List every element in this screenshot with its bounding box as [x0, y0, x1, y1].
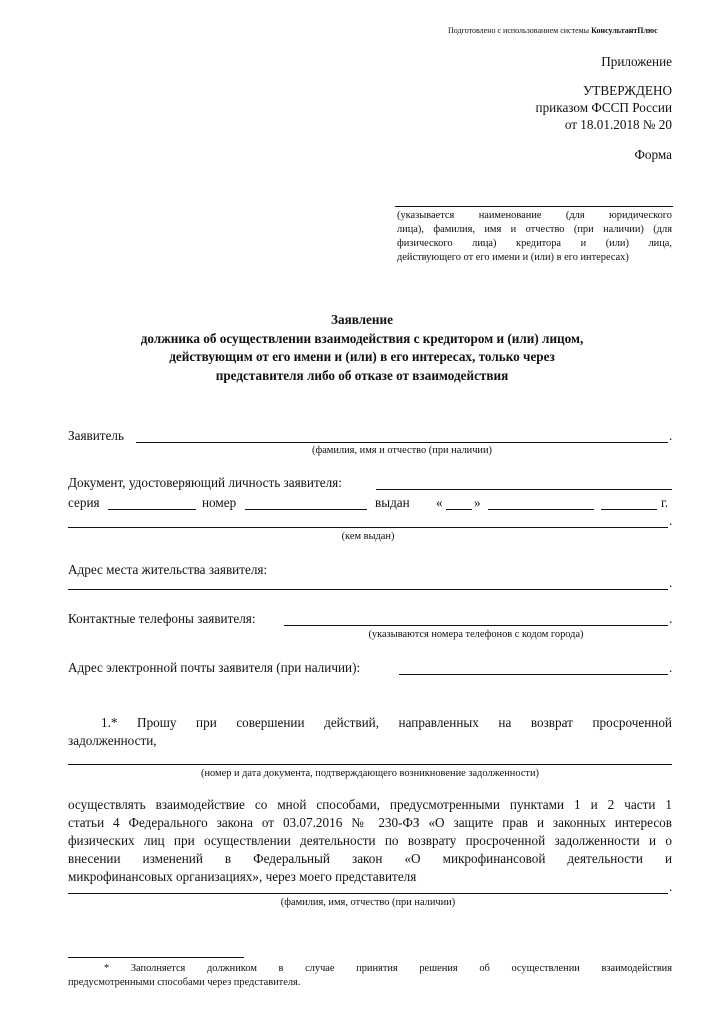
- title-line3: действующим от его имени и (или) в его интересах, только через: [169, 349, 555, 364]
- debt-doc-field[interactable]: [68, 764, 672, 765]
- email-field[interactable]: [399, 674, 668, 675]
- email-period: .: [669, 660, 673, 675]
- issue-month-field[interactable]: [488, 509, 594, 510]
- issue-day-field[interactable]: [446, 509, 472, 510]
- issued-label: выдан: [375, 495, 410, 510]
- prepared-note: [448, 26, 658, 36]
- year-suffix: г.: [661, 495, 669, 510]
- series-label: серия: [68, 495, 100, 510]
- prepared-brand: КонсультантПлюс: [591, 26, 658, 35]
- approved-label: УТВЕРЖДЕНО: [582, 83, 672, 98]
- phones-period: .: [669, 611, 673, 626]
- phones-hint: (указываются номера телефонов с кодом города): [368, 629, 584, 640]
- footnote-line1: * Заполняется должником в случае принятия решения об осуществлении взаимодействия: [104, 963, 672, 974]
- quote-close: »: [474, 495, 481, 510]
- applicant-label: Заявитель: [68, 428, 125, 443]
- debt-doc-hint: (номер и дата документа, подтверждающего возникновение задолженности): [200, 768, 539, 779]
- creditor-hint-line1: (указывается наименование (для юридического: [397, 210, 672, 221]
- quote-open: «: [436, 495, 443, 510]
- para2-line5: микрофинансовых организациях», через моего представителя: [68, 869, 417, 884]
- para2-line3: физических лиц при осуществлении деятельности по возврату просроченной задолженности и о: [68, 833, 672, 848]
- series-field[interactable]: [108, 509, 196, 510]
- footnote-line2: предусмотренными способами через представителя.: [68, 977, 301, 988]
- issued-by-field[interactable]: [68, 527, 668, 528]
- prepared-prefix: Подготовлено с использованием системы: [448, 26, 592, 35]
- representative-hint: (фамилия, имя, отчество (при наличии): [280, 897, 456, 908]
- applicant-period: .: [669, 428, 673, 443]
- applicant-hint: (фамилия, имя и отчество (при наличии): [312, 445, 492, 456]
- appendix-label: Приложение: [601, 54, 672, 69]
- para2-line2: статьи 4 Федерального закона от 03.07.2016 № 230-ФЗ «О защите прав и законных интересов: [68, 815, 672, 830]
- issued-by-period: .: [669, 513, 673, 528]
- form-label: Форма: [634, 147, 672, 162]
- address-label: Адрес места жительства заявителя:: [68, 562, 268, 577]
- title-line2: должника об осуществлении взаимодействия с кредитором и (или) лицом,: [140, 330, 584, 346]
- representative-period: .: [669, 879, 673, 894]
- para1-line1: 1.* Прошу при совершении действий, направленных на возврат просроченной: [101, 715, 672, 730]
- creditor-hint-line2: лица), фамилия, имя и отчество (при наличии) (для: [397, 224, 672, 235]
- issued-by-hint: (кем выдан): [341, 531, 395, 542]
- para1-line2: задолженности,: [68, 733, 157, 748]
- issue-year-field[interactable]: [601, 509, 657, 510]
- id-doc-label: Документ, удостоверяющий личность заявителя:: [68, 475, 342, 490]
- para2-line1: осуществлять взаимодействие со мной способами, предусмотренными пунктами 1 и 2 части 1: [68, 797, 672, 812]
- document-title: [0, 311, 724, 385]
- creditor-line: [395, 206, 673, 207]
- creditor-hint-line3: физического лица) кредитора и (или) лица,: [397, 238, 672, 249]
- number-label: номер: [202, 495, 237, 510]
- para2: [68, 796, 672, 886]
- title-line1: Заявление: [331, 312, 393, 327]
- creditor-hint-line4: действующего от его имени и (или) в его интересах): [397, 252, 629, 263]
- footnote: [68, 962, 672, 990]
- creditor-hint: [397, 209, 672, 265]
- number-field[interactable]: [245, 509, 367, 510]
- para2-line4: внесении изменений в Федеральный закон «О микрофинансовой деятельности и: [68, 851, 672, 866]
- address-period: .: [669, 575, 673, 590]
- phones-field[interactable]: [284, 625, 668, 626]
- address-field[interactable]: [68, 589, 668, 590]
- title-line4: представителя либо об отказе от взаимодействия: [215, 367, 509, 383]
- id-doc-field[interactable]: [376, 489, 672, 490]
- applicant-field[interactable]: [136, 442, 668, 443]
- order-line1: приказом ФССП России: [535, 100, 672, 115]
- order-line2: от 18.01.2018 № 20: [564, 117, 672, 132]
- representative-field[interactable]: [68, 893, 668, 894]
- footnote-separator: [68, 957, 244, 958]
- phones-label: Контактные телефоны заявителя:: [68, 611, 256, 626]
- email-label: Адрес электронной почты заявителя (при наличии):: [68, 660, 361, 675]
